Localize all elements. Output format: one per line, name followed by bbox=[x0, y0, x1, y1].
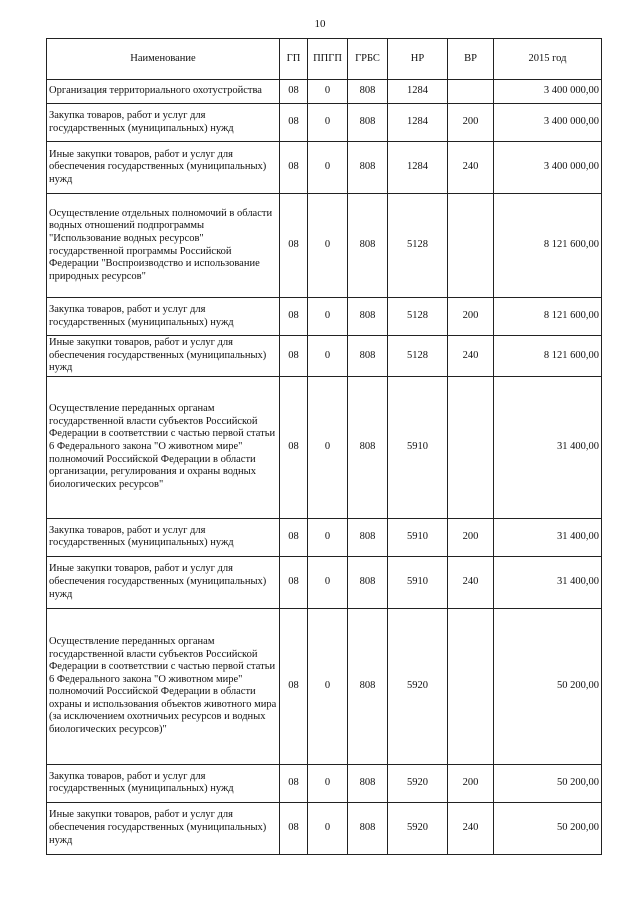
table-row bbox=[47, 802, 602, 854]
cell-nr: 5910 bbox=[388, 518, 448, 556]
cell-ppgp: 0 bbox=[308, 802, 348, 854]
cell-ppgp: 0 bbox=[308, 194, 348, 298]
table-row bbox=[47, 764, 602, 802]
cell-amount: 31 400,00 bbox=[494, 376, 602, 518]
cell-grbs: 808 bbox=[348, 608, 388, 764]
cell-nr: 5128 bbox=[388, 336, 448, 377]
cell-amount: 8 121 600,00 bbox=[494, 336, 602, 377]
cell-vr bbox=[448, 608, 494, 764]
cell-ppgp: 0 bbox=[308, 80, 348, 104]
cell-vr bbox=[448, 194, 494, 298]
cell-name: Осуществление отдельных полномочий в области водных отношений подпрограммы "Использование водных ресурсов" государственной программы Российской Федерации "Воспроизводство и использование природных ресурсов" bbox=[47, 194, 280, 298]
page-number: 10 bbox=[314, 18, 326, 30]
cell-grbs: 808 bbox=[348, 298, 388, 336]
cell-amount: 3 400 000,00 bbox=[494, 104, 602, 142]
table-header-row bbox=[47, 39, 602, 80]
cell-gp: 08 bbox=[280, 104, 308, 142]
cell-nr: 1284 bbox=[388, 104, 448, 142]
cell-vr: 240 bbox=[448, 802, 494, 854]
cell-amount: 31 400,00 bbox=[494, 556, 602, 608]
cell-amount: 50 200,00 bbox=[494, 802, 602, 854]
cell-nr: 5920 bbox=[388, 764, 448, 802]
table-row bbox=[47, 518, 602, 556]
cell-nr: 5128 bbox=[388, 194, 448, 298]
cell-name: Осуществление переданных органам государственной власти субъектов Российской Федерации в соответствии с частью первой статьи 6 Федерального закона "О животном мире" полномочий Российской Федерации в области организации, регулирования и охраны водных биологических ресурсов" bbox=[47, 376, 280, 518]
cell-nr: 1284 bbox=[388, 142, 448, 194]
cell-nr: 5910 bbox=[388, 376, 448, 518]
cell-vr: 200 bbox=[448, 298, 494, 336]
cell-vr: 200 bbox=[448, 764, 494, 802]
cell-grbs: 808 bbox=[348, 80, 388, 104]
cell-amount: 31 400,00 bbox=[494, 518, 602, 556]
cell-grbs: 808 bbox=[348, 764, 388, 802]
cell-name: Закупка товаров, работ и услуг для государственных (муниципальных) нужд bbox=[47, 518, 280, 556]
table-row bbox=[47, 336, 602, 377]
cell-gp: 08 bbox=[280, 298, 308, 336]
column-header-gp: ГП bbox=[280, 39, 308, 80]
cell-nr: 5920 bbox=[388, 608, 448, 764]
table-row bbox=[47, 104, 602, 142]
cell-amount: 3 400 000,00 bbox=[494, 142, 602, 194]
cell-ppgp: 0 bbox=[308, 336, 348, 377]
cell-nr: 5920 bbox=[388, 802, 448, 854]
cell-gp: 08 bbox=[280, 802, 308, 854]
cell-grbs: 808 bbox=[348, 104, 388, 142]
column-header-vr: ВР bbox=[448, 39, 494, 80]
cell-vr bbox=[448, 80, 494, 104]
column-header-year: 2015 год bbox=[494, 39, 602, 80]
table-row bbox=[47, 556, 602, 608]
cell-ppgp: 0 bbox=[308, 104, 348, 142]
cell-gp: 08 bbox=[280, 376, 308, 518]
cell-ppgp: 0 bbox=[308, 142, 348, 194]
cell-name: Иные закупки товаров, работ и услуг для обеспечения государственных (муниципальных) нужд bbox=[47, 802, 280, 854]
cell-grbs: 808 bbox=[348, 336, 388, 377]
cell-amount: 50 200,00 bbox=[494, 764, 602, 802]
cell-grbs: 808 bbox=[348, 556, 388, 608]
cell-amount: 3 400 000,00 bbox=[494, 80, 602, 104]
cell-gp: 08 bbox=[280, 194, 308, 298]
cell-vr: 200 bbox=[448, 518, 494, 556]
column-header-ppgp: ППГП bbox=[308, 39, 348, 80]
cell-vr: 240 bbox=[448, 142, 494, 194]
cell-grbs: 808 bbox=[348, 142, 388, 194]
column-header-grbs: ГРБС bbox=[348, 39, 388, 80]
cell-name: Иные закупки товаров, работ и услуг для обеспечения государственных (муниципальных) нужд bbox=[47, 142, 280, 194]
cell-ppgp: 0 bbox=[308, 608, 348, 764]
cell-vr bbox=[448, 376, 494, 518]
column-header-name: Наименование bbox=[47, 39, 280, 80]
cell-gp: 08 bbox=[280, 518, 308, 556]
cell-grbs: 808 bbox=[348, 376, 388, 518]
cell-ppgp: 0 bbox=[308, 298, 348, 336]
cell-grbs: 808 bbox=[348, 518, 388, 556]
table-row bbox=[47, 608, 602, 764]
cell-vr: 200 bbox=[448, 104, 494, 142]
table-row bbox=[47, 80, 602, 104]
cell-gp: 08 bbox=[280, 556, 308, 608]
cell-grbs: 808 bbox=[348, 802, 388, 854]
cell-amount: 50 200,00 bbox=[494, 608, 602, 764]
cell-amount: 8 121 600,00 bbox=[494, 298, 602, 336]
table-row bbox=[47, 298, 602, 336]
cell-gp: 08 bbox=[280, 142, 308, 194]
cell-ppgp: 0 bbox=[308, 376, 348, 518]
cell-vr: 240 bbox=[448, 556, 494, 608]
table-row bbox=[47, 194, 602, 298]
cell-name: Иные закупки товаров, работ и услуг для обеспечения государственных (муниципальных) нужд bbox=[47, 556, 280, 608]
cell-ppgp: 0 bbox=[308, 764, 348, 802]
column-header-nr: НР bbox=[388, 39, 448, 80]
cell-ppgp: 0 bbox=[308, 556, 348, 608]
table-body bbox=[47, 80, 602, 855]
cell-nr: 5128 bbox=[388, 298, 448, 336]
cell-vr: 240 bbox=[448, 336, 494, 377]
cell-gp: 08 bbox=[280, 80, 308, 104]
table-row bbox=[47, 376, 602, 518]
cell-name: Организация территориального охотустройства bbox=[47, 80, 280, 104]
cell-name: Закупка товаров, работ и услуг для государственных (муниципальных) нужд bbox=[47, 764, 280, 802]
cell-nr: 1284 bbox=[388, 80, 448, 104]
table-row bbox=[47, 142, 602, 194]
budget-table bbox=[46, 38, 602, 855]
cell-name: Закупка товаров, работ и услуг для государственных (муниципальных) нужд bbox=[47, 298, 280, 336]
cell-gp: 08 bbox=[280, 764, 308, 802]
cell-grbs: 808 bbox=[348, 194, 388, 298]
cell-gp: 08 bbox=[280, 336, 308, 377]
cell-nr: 5910 bbox=[388, 556, 448, 608]
cell-gp: 08 bbox=[280, 608, 308, 764]
cell-name: Иные закупки товаров, работ и услуг для обеспечения государственных (муниципальных) нужд bbox=[47, 336, 280, 377]
cell-name: Закупка товаров, работ и услуг для государственных (муниципальных) нужд bbox=[47, 104, 280, 142]
cell-amount: 8 121 600,00 bbox=[494, 194, 602, 298]
cell-name: Осуществление переданных органам государственной власти субъектов Российской Федерации в соответствии с частью первой статьи 6 Федерального закона "О животном мире" полномочий Российской Федерации в области охраны и использования объектов животного мира (за исключением охотничьих ресурсов и водных биологических ресурсов)" bbox=[47, 608, 280, 764]
cell-ppgp: 0 bbox=[308, 518, 348, 556]
